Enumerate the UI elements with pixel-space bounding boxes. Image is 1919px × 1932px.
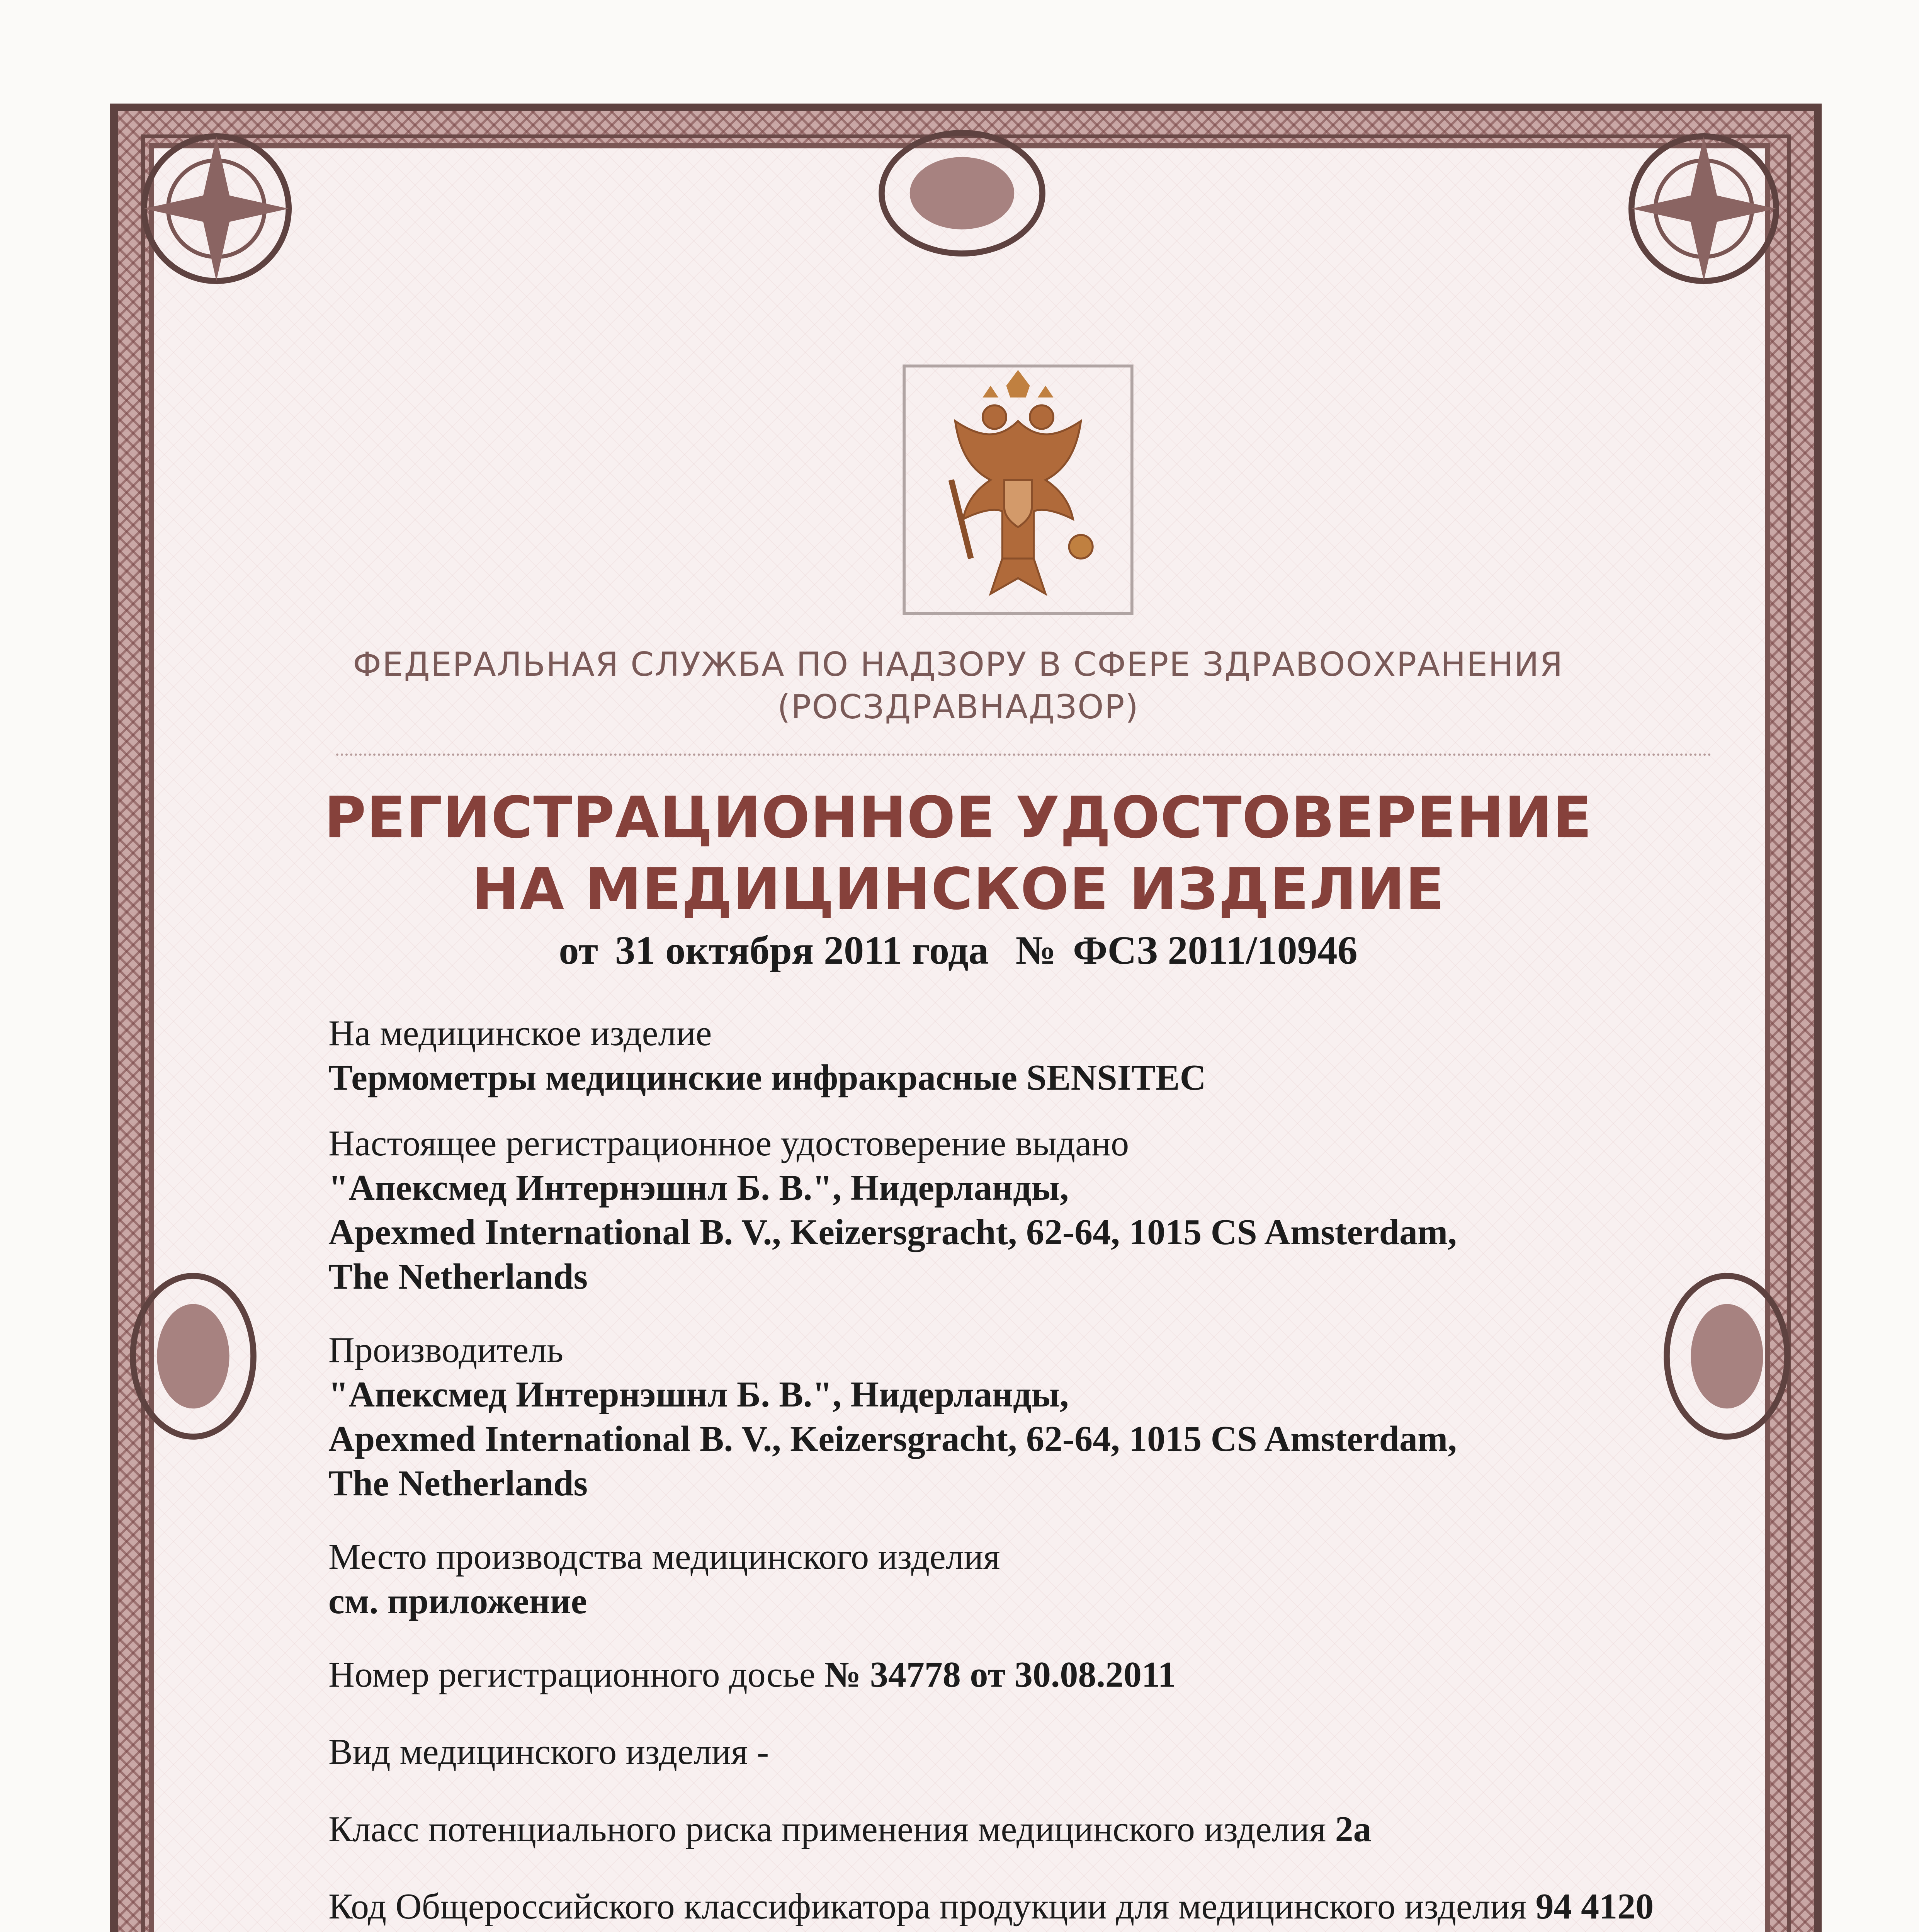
date-prefix: от bbox=[559, 928, 598, 973]
okp-code-label: Код Общероссийского классификатора продукции для медицинского изделия bbox=[328, 1886, 1527, 1927]
dossier-line bbox=[328, 1654, 1176, 1696]
okp-code-line bbox=[328, 1886, 1654, 1927]
device-label: На медицинское изделие bbox=[328, 1013, 712, 1053]
document-title-line2: НА МЕДИЦИНСКОЕ ИЗДЕЛИЕ bbox=[471, 856, 1445, 922]
registration-number: ФСЗ 2011/10946 bbox=[1073, 928, 1358, 973]
risk-class-value: 2а bbox=[1335, 1809, 1372, 1849]
okp-code-value: 94 4120 bbox=[1535, 1886, 1654, 1927]
manufacturer-line1: "Апексмед Интернэшнл Б. В.", Нидерланды, bbox=[328, 1374, 1069, 1415]
document-title-line1: РЕГИСТРАЦИОННОЕ УДОСТОВЕРЕНИЕ bbox=[324, 784, 1592, 851]
manufacturer-label: Производитель bbox=[328, 1330, 564, 1370]
dossier-value: № 34778 от 30.08.2011 bbox=[824, 1655, 1176, 1695]
issued-to-line1: "Апексмед Интернэшнл Б. В.", Нидерланды, bbox=[328, 1168, 1069, 1208]
manufacturer-line3: The Netherlands bbox=[328, 1463, 588, 1503]
dossier-label: Номер регистрационного досье bbox=[328, 1655, 816, 1695]
device-type-label: Вид медицинского изделия - bbox=[328, 1732, 769, 1772]
device-name: Термометры медицинские инфракрасные SENSITEC bbox=[328, 1058, 1206, 1098]
risk-class-line bbox=[328, 1808, 1372, 1850]
issued-to-line3: The Netherlands bbox=[328, 1257, 588, 1297]
number-sign: № bbox=[1015, 928, 1056, 973]
registration-line bbox=[270, 927, 1646, 973]
coat-of-arms-emblem bbox=[900, 361, 1136, 618]
issued-to-label: Настоящее регистрационное удостоверение выдано bbox=[328, 1123, 1129, 1163]
issued-to-line2: Apexmed International B. V., Keizersgracht, 62-64, 1015 CS Amsterdam, bbox=[328, 1212, 1457, 1252]
agency-name: ФЕДЕРАЛЬНАЯ СЛУЖБА ПО НАДЗОРУ В СФЕРЕ ЗДРАВООХРАНЕНИЯ bbox=[353, 645, 1564, 684]
production-place-value: см. приложение bbox=[328, 1581, 587, 1621]
risk-class-label: Класс потенциального риска применения медицинского изделия bbox=[328, 1809, 1326, 1849]
manufacturer-line2: Apexmed International B. V., Keizersgracht, 62-64, 1015 CS Amsterdam, bbox=[328, 1419, 1457, 1459]
agency-abbreviation: (РОСЗДРАВНАДЗОР) bbox=[777, 688, 1139, 726]
registration-date: 31 октября 2011 года bbox=[615, 928, 989, 973]
dotted-divider bbox=[336, 753, 1712, 756]
production-place-label: Место производства медицинского изделия bbox=[328, 1537, 1000, 1577]
